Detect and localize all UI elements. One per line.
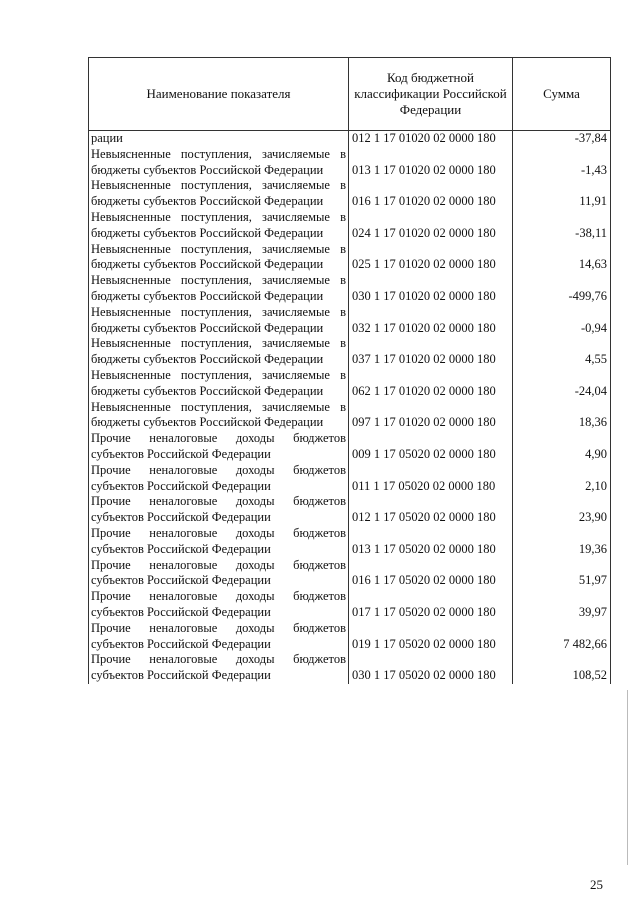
cell-budget-code: 012 1 17 05020 02 0000 180 bbox=[349, 494, 513, 526]
cell-sum: 18,36 bbox=[513, 400, 611, 432]
cell-budget-code: 016 1 17 05020 02 0000 180 bbox=[349, 558, 513, 590]
header-budget-code: Код бюджетной классификации Российской Федерации bbox=[349, 58, 513, 131]
cell-indicator-name: Прочие неналоговые доходы бюджетов субъектов Российской Федерации bbox=[89, 558, 349, 590]
table-row bbox=[89, 210, 611, 242]
cell-indicator-name: Невыясненные поступления, зачисляемые в бюджеты субъектов Российской Федерации bbox=[89, 305, 349, 337]
cell-indicator-name: Прочие неналоговые доходы бюджетов субъектов Российской Федерации bbox=[89, 589, 349, 621]
budget-table-container bbox=[88, 57, 610, 684]
cell-indicator-name: Прочие неналоговые доходы бюджетов субъектов Российской Федерации bbox=[89, 526, 349, 558]
cell-budget-code: 030 1 17 01020 02 0000 180 bbox=[349, 273, 513, 305]
cell-indicator-name: Невыясненные поступления, зачисляемые в бюджеты субъектов Российской Федерации bbox=[89, 368, 349, 400]
cell-budget-code: 009 1 17 05020 02 0000 180 bbox=[349, 431, 513, 463]
cell-sum: 39,97 bbox=[513, 589, 611, 621]
table-row bbox=[89, 400, 611, 432]
cell-budget-code: 024 1 17 01020 02 0000 180 bbox=[349, 210, 513, 242]
cell-sum: -1,43 bbox=[513, 147, 611, 179]
cell-sum: -24,04 bbox=[513, 368, 611, 400]
cell-indicator-name: Невыясненные поступления, зачисляемые в бюджеты субъектов Российской Федерации bbox=[89, 242, 349, 274]
cell-sum: -0,94 bbox=[513, 305, 611, 337]
cell-indicator-name: Невыясненные поступления, зачисляемые в бюджеты субъектов Российской Федерации bbox=[89, 400, 349, 432]
table-row bbox=[89, 526, 611, 558]
table-row bbox=[89, 463, 611, 495]
table-header-row bbox=[89, 58, 611, 131]
cell-budget-code: 025 1 17 01020 02 0000 180 bbox=[349, 242, 513, 274]
cell-indicator-name: Прочие неналоговые доходы бюджетов субъектов Российской Федерации bbox=[89, 494, 349, 526]
cell-indicator-name: Прочие неналоговые доходы бюджетов субъектов Российской Федерации bbox=[89, 431, 349, 463]
table-row bbox=[89, 558, 611, 590]
cell-sum: 2,10 bbox=[513, 463, 611, 495]
cell-indicator-name: Прочие неналоговые доходы бюджетов субъектов Российской Федерации bbox=[89, 463, 349, 495]
cell-budget-code: 017 1 17 05020 02 0000 180 bbox=[349, 589, 513, 621]
header-sum: Сумма bbox=[513, 58, 611, 131]
table-row bbox=[89, 273, 611, 305]
cell-indicator-name: Невыясненные поступления, зачисляемые в бюджеты субъектов Российской Федерации bbox=[89, 147, 349, 179]
budget-table bbox=[88, 57, 611, 684]
cell-sum: -38,11 bbox=[513, 210, 611, 242]
cell-sum: -37,84 bbox=[513, 131, 611, 147]
cell-indicator-name: Прочие неналоговые доходы бюджетов субъектов Российской Федерации bbox=[89, 621, 349, 653]
cell-budget-code: 012 1 17 01020 02 0000 180 bbox=[349, 131, 513, 147]
cell-budget-code: 016 1 17 01020 02 0000 180 bbox=[349, 178, 513, 210]
cell-budget-code: 013 1 17 05020 02 0000 180 bbox=[349, 526, 513, 558]
table-body bbox=[89, 131, 611, 684]
cell-budget-code: 013 1 17 01020 02 0000 180 bbox=[349, 147, 513, 179]
cell-sum: -499,76 bbox=[513, 273, 611, 305]
table-row bbox=[89, 242, 611, 274]
table-row bbox=[89, 368, 611, 400]
cell-sum: 19,36 bbox=[513, 526, 611, 558]
cell-indicator-name: Невыясненные поступления, зачисляемые в бюджеты субъектов Российской Федерации bbox=[89, 336, 349, 368]
table-row bbox=[89, 431, 611, 463]
cell-budget-code: 032 1 17 01020 02 0000 180 bbox=[349, 305, 513, 337]
cell-sum: 11,91 bbox=[513, 178, 611, 210]
table-row bbox=[89, 652, 611, 684]
table-row bbox=[89, 178, 611, 210]
cell-indicator-name: Невыясненные поступления, зачисляемые в бюджеты субъектов Российской Федерации bbox=[89, 210, 349, 242]
table-row bbox=[89, 305, 611, 337]
cell-sum: 4,55 bbox=[513, 336, 611, 368]
cell-budget-code: 037 1 17 01020 02 0000 180 bbox=[349, 336, 513, 368]
table-row bbox=[89, 336, 611, 368]
cell-sum: 4,90 bbox=[513, 431, 611, 463]
cell-budget-code: 062 1 17 01020 02 0000 180 bbox=[349, 368, 513, 400]
cell-sum: 14,63 bbox=[513, 242, 611, 274]
cell-indicator-name: Прочие неналоговые доходы бюджетов субъектов Российской Федерации bbox=[89, 652, 349, 684]
scan-artifact-line bbox=[627, 690, 628, 865]
cell-sum: 108,52 bbox=[513, 652, 611, 684]
cell-budget-code: 019 1 17 05020 02 0000 180 bbox=[349, 621, 513, 653]
page-number: 25 bbox=[590, 877, 603, 892]
cell-budget-code: 097 1 17 01020 02 0000 180 bbox=[349, 400, 513, 432]
cell-indicator-name: Невыясненные поступления, зачисляемые в бюджеты субъектов Российской Федерации bbox=[89, 178, 349, 210]
cell-sum: 51,97 bbox=[513, 558, 611, 590]
cell-budget-code: 030 1 17 05020 02 0000 180 bbox=[349, 652, 513, 684]
cell-budget-code: 011 1 17 05020 02 0000 180 bbox=[349, 463, 513, 495]
cell-indicator-name: Невыясненные поступления, зачисляемые в бюджеты субъектов Российской Федерации bbox=[89, 273, 349, 305]
table-row bbox=[89, 494, 611, 526]
table-row bbox=[89, 131, 611, 147]
cell-sum: 7 482,66 bbox=[513, 621, 611, 653]
table-row bbox=[89, 147, 611, 179]
cell-indicator-name: рации bbox=[89, 131, 349, 147]
table-row bbox=[89, 589, 611, 621]
header-indicator-name: Наименование показателя bbox=[89, 58, 349, 131]
table-row bbox=[89, 621, 611, 653]
cell-sum: 23,90 bbox=[513, 494, 611, 526]
